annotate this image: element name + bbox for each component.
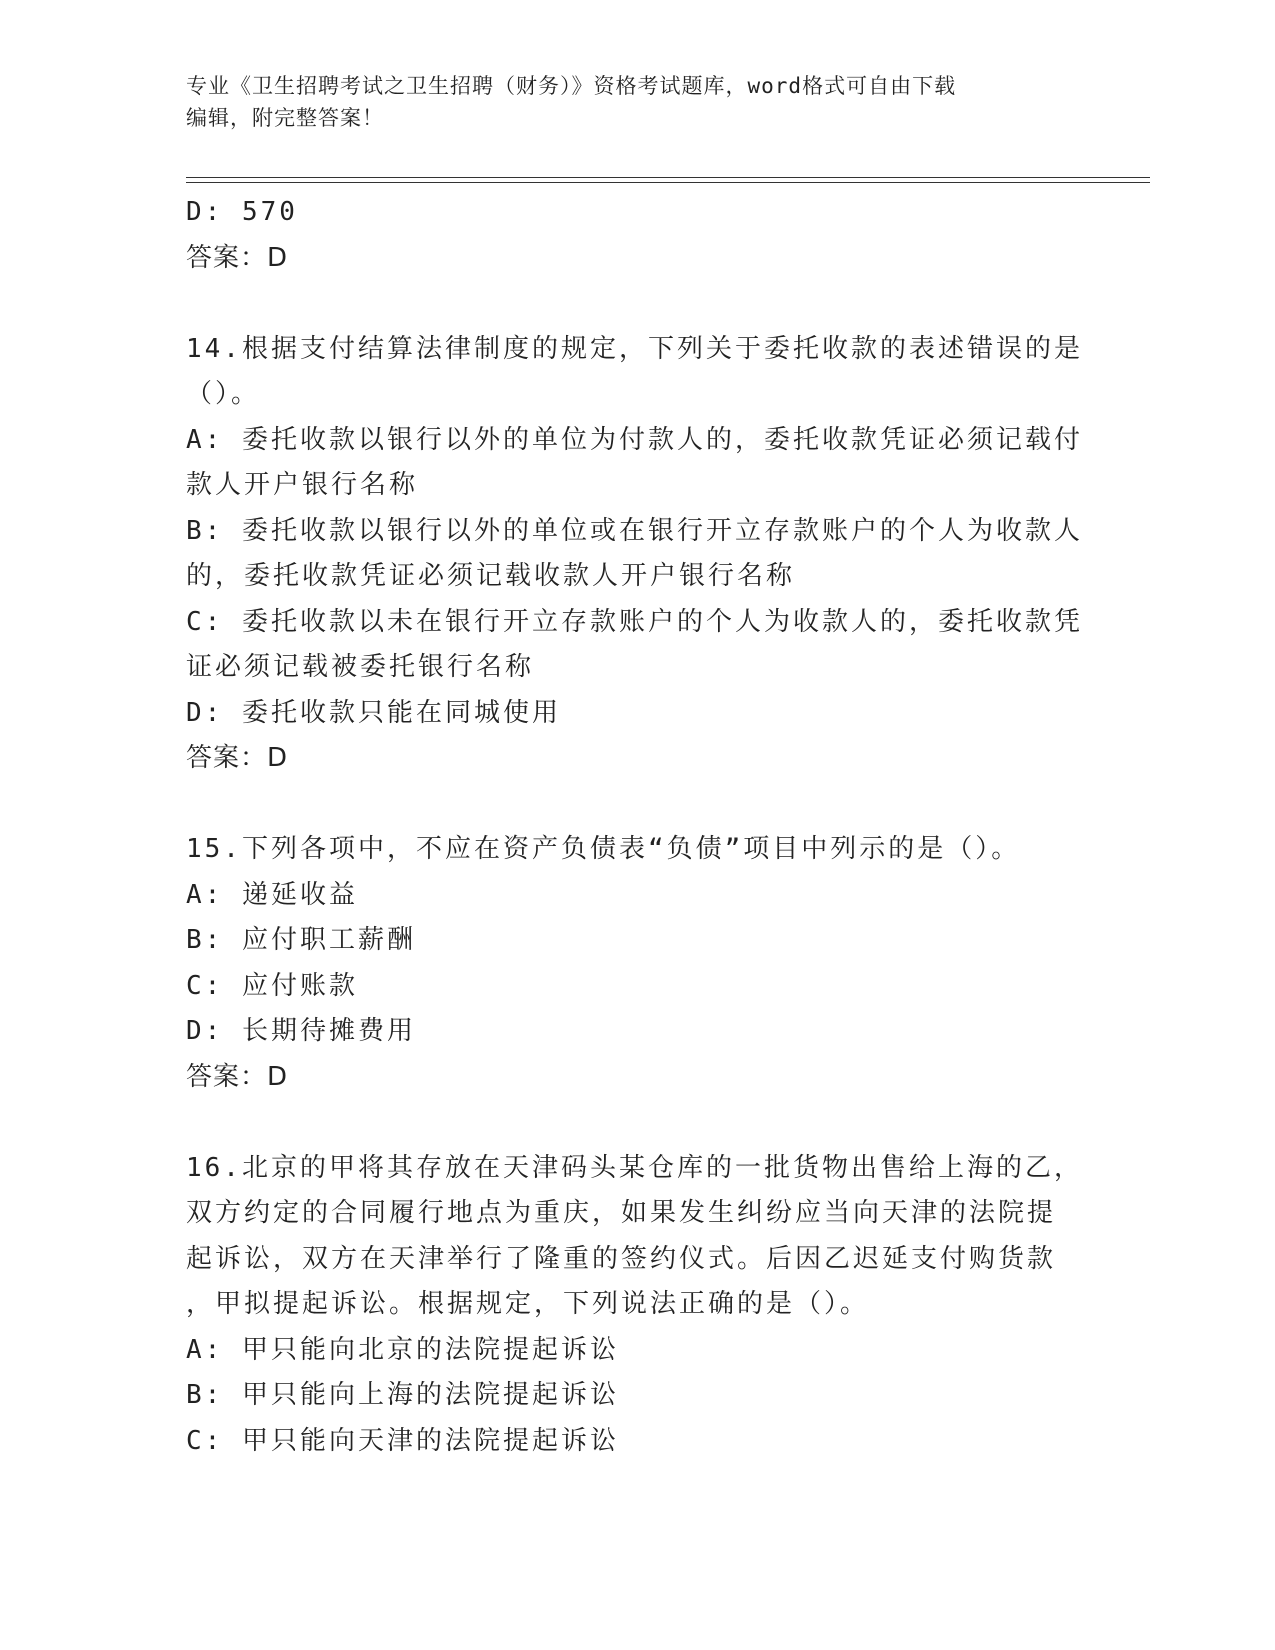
spacer	[186, 782, 1086, 828]
previous-question-tail	[186, 190, 1086, 281]
option-b-cont: 的，委托收款凭证必须记载收款人开户银行名称	[186, 561, 796, 591]
option-b: B: 委托收款以银行以外的单位或在银行开立存款账户的个人为收款人	[186, 515, 1083, 546]
header-divider-bottom	[186, 182, 1150, 183]
question-stem: （）。	[186, 379, 261, 409]
option-c: C: 甲只能向天津的法院提起诉讼	[186, 1425, 619, 1456]
option-d: D: 570	[186, 197, 298, 227]
question-stem: 14.根据支付结算法律制度的规定，下列关于委托收款的表述错误的是	[186, 333, 1083, 364]
option-a-cont: 款人开户银行名称	[186, 470, 419, 500]
question-stem: ，甲拟提起诉讼。根据规定，下列说法正确的是（）。	[186, 1289, 870, 1319]
question-14	[186, 327, 1086, 782]
option-a: A: 递延收益	[186, 879, 358, 910]
question-stem: 起诉讼，双方在天津举行了隆重的签约仪式。后因乙迟延支付购货款	[186, 1243, 1057, 1274]
option-a: A: 委托收款以银行以外的单位为付款人的，委托收款凭证必须记载付	[186, 424, 1083, 455]
option-c-cont: 证必须记载被委托银行名称	[186, 652, 535, 682]
option-a: A: 甲只能向北京的法院提起诉讼	[186, 1334, 619, 1365]
spacer	[186, 1100, 1086, 1146]
question-stem: 15.下列各项中，不应在资产负债表“负债”项目中列示的是（）。	[186, 834, 1021, 864]
option-b: B: 应付职工薪酬	[186, 925, 416, 955]
question-15	[186, 827, 1086, 1100]
answer: 答案：D	[186, 242, 289, 273]
question-16	[186, 1146, 1086, 1465]
spacer	[186, 281, 1086, 327]
option-c: C: 委托收款以未在银行开立存款账户的个人为收款人的，委托收款凭	[186, 606, 1083, 637]
question-stem: 16.北京的甲将其存放在天津码头某仓库的一批货物出售给上海的乙，	[186, 1152, 1083, 1183]
question-stem: 双方约定的合同履行地点为重庆，如果发生纠纷应当向天津的法院提	[186, 1198, 1057, 1228]
question-list	[186, 190, 1086, 1464]
document-header	[186, 70, 1066, 134]
option-b: B: 甲只能向上海的法院提起诉讼	[186, 1380, 619, 1410]
option-d: D: 委托收款只能在同城使用	[186, 697, 561, 728]
answer: 答案：D	[186, 1061, 289, 1092]
header-line-1: 专业《卫生招聘考试之卫生招聘（财务）》资格考试题库，word格式可自由下载	[186, 74, 957, 98]
option-c: C: 应付账款	[186, 970, 358, 1001]
answer: 答案：D	[186, 743, 289, 773]
option-d: D: 长期待摊费用	[186, 1016, 416, 1046]
header-divider-top	[186, 177, 1150, 178]
header-line-2: 编辑，附完整答案！	[186, 106, 384, 130]
